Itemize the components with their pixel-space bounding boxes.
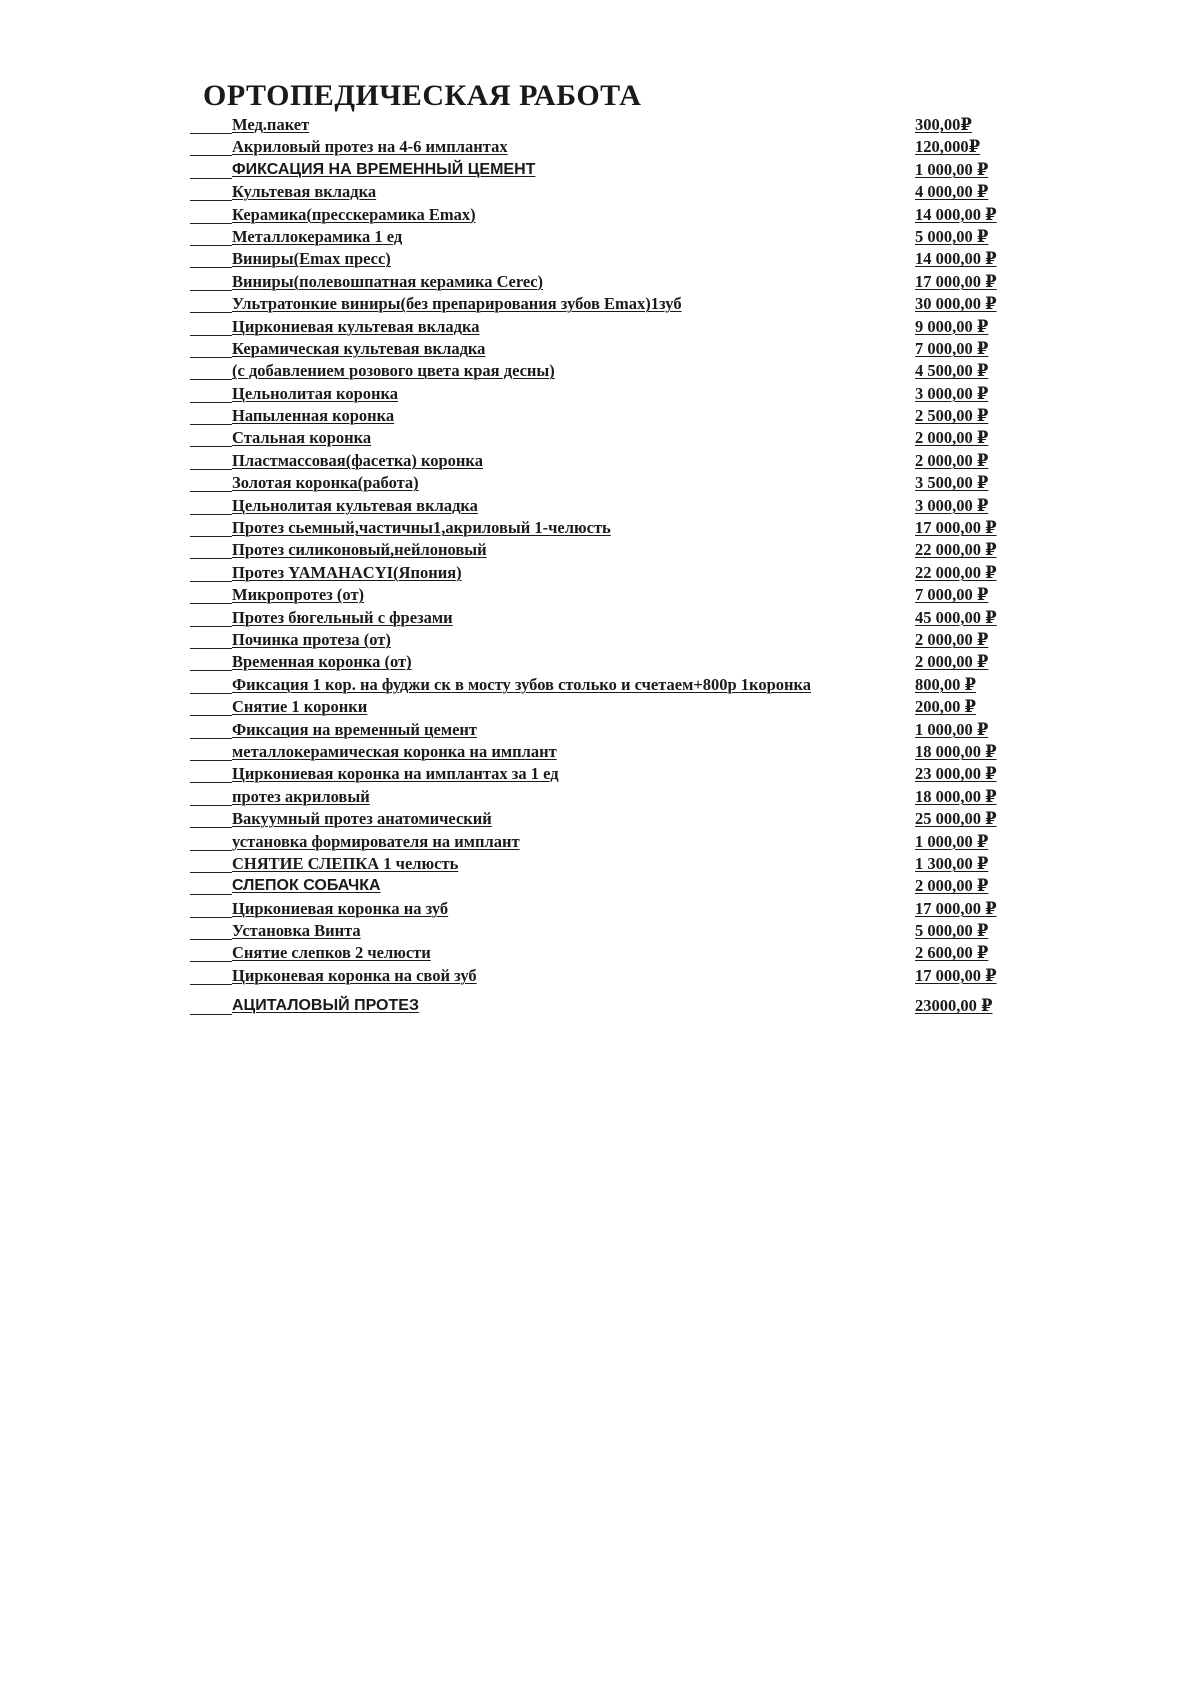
leader-line [190,248,232,268]
leader-line [190,741,232,761]
service-name: установка формирователя на имплант [232,831,520,851]
leader-line [190,450,232,470]
price-row [190,427,1010,449]
leader-line [190,539,232,559]
service-price: 3 000,00 ₽ [915,383,989,403]
leader-line [190,181,232,201]
service-price: 17 000,00 ₽ [915,898,997,918]
price-row [190,495,1010,517]
service-price: 14 000,00 ₽ [915,204,997,224]
price-row [190,763,1010,785]
service-name: Культевая вкладка [232,182,377,202]
leader-line [190,517,232,537]
leader-line [190,965,232,985]
service-name: Фиксация на временный цемент [232,719,478,739]
price-row [190,741,1010,763]
price-row [190,786,1010,808]
price-row [190,898,1010,920]
service-price: 22 000,00 ₽ [915,540,997,560]
service-name: (с добавлением розового цвета края десны) [232,361,555,381]
service-price: 1 300,00 ₽ [915,853,989,873]
service-name: Протез бюгельный с фрезами [232,607,453,627]
service-price: 23000,00 ₽ [915,996,993,1016]
service-name: Циркониевая культевая вкладка [232,316,480,336]
leader-line [190,920,232,940]
leader-line [190,763,232,783]
service-name: Виниры(Emax пресс) [232,249,391,269]
service-price: 18 000,00 ₽ [915,741,997,761]
service-name: Снятие слепков 2 челюсти [232,943,431,963]
service-name: Временная коронка (от) [232,652,412,672]
price-row [190,293,1010,315]
price-row [190,920,1010,942]
service-name: СНЯТИЕ СЛЕПКА 1 челюсть [232,853,459,873]
price-row [190,696,1010,718]
service-name: Напыленная коронка [232,406,395,426]
service-name: Цирконевая коронка на свой зуб [232,965,477,985]
service-price: 7 000,00 ₽ [915,585,989,605]
price-row [190,181,1010,203]
leader-line [190,584,232,604]
service-name: Керамика(пресскерамика Emax) [232,204,476,224]
leader-line [190,271,232,291]
leader-line [190,831,232,851]
service-name: Металлокерамика 1 ед [232,226,403,246]
service-name: Цельнолитая коронка [232,383,399,403]
service-price: 4 000,00 ₽ [915,182,989,202]
price-row [190,674,1010,696]
price-row [190,853,1010,875]
service-price: 17 000,00 ₽ [915,965,997,985]
service-name: Починка протеза (от) [232,629,391,649]
service-price: 2 600,00 ₽ [915,943,989,963]
leader-line [190,942,232,962]
price-row [190,719,1010,741]
leader-line [190,472,232,492]
service-name: Установка Винта [232,921,361,941]
service-price: 9 000,00 ₽ [915,316,989,336]
service-name: Золотая коронка(работа) [232,473,419,493]
leader-line [190,808,232,828]
service-price: 200,00 ₽ [915,697,976,717]
price-row [190,539,1010,561]
price-row [190,875,1010,897]
service-name: Протез сьемный,частичны1,акриловый 1-челюсть [232,518,611,538]
leader-line [190,696,232,716]
price-row [190,607,1010,629]
leader-line [190,159,232,179]
service-name: протез акриловый [232,786,370,806]
service-price: 2 000,00 ₽ [915,450,989,470]
leader-line [190,629,232,649]
price-row [190,136,1010,158]
price-row [190,405,1010,427]
price-row [190,271,1010,293]
service-name: ФИКСАЦИЯ НА ВРЕМЕННЫЙ ЦЕМЕНТ [232,160,536,178]
service-price: 800,00 ₽ [915,674,976,694]
service-name: Акриловый протез на 4-6 имплантах [232,137,508,157]
price-row [190,316,1010,338]
leader-line [190,204,232,224]
service-price: 2 000,00 ₽ [915,629,989,649]
service-price: 7 000,00 ₽ [915,338,989,358]
service-name: Цельнолитая культевая вкладка [232,495,478,515]
service-name: металлокерамическая коронка на имплант [232,741,557,761]
service-price: 2 000,00 ₽ [915,876,989,896]
price-row [190,114,1010,136]
service-name: Протез YAMAHACYI(Япония) [232,562,462,582]
price-row [190,808,1010,830]
price-row [190,651,1010,673]
service-price: 1 000,00 ₽ [915,831,989,851]
service-price: 22 000,00 ₽ [915,562,997,582]
service-name: Циркониевая коронка на зуб [232,898,449,918]
service-price: 2 500,00 ₽ [915,406,989,426]
service-price: 300,00₽ [915,115,972,134]
price-row [190,204,1010,226]
leader-line [190,651,232,671]
service-price: 23 000,00 ₽ [915,764,997,784]
service-name: Микропротез (от) [232,585,365,605]
service-price: 120,000₽ [915,137,981,157]
service-name: Виниры(полевошпатная керамика Cerec) [232,271,544,291]
leader-line [190,338,232,358]
price-row [190,965,1010,987]
service-price: 3 000,00 ₽ [915,495,989,515]
service-name: Мед.пакет [232,115,310,134]
price-row [190,226,1010,248]
leader-line [190,607,232,627]
page-title: ОРТОПЕДИЧЕСКАЯ РАБОТА [203,79,642,112]
service-name: Пластмассовая(фасетка) коронка [232,450,483,470]
leader-line [190,674,232,694]
price-row [190,942,1010,964]
service-name: Ультратонкие виниры(без препарирования зубов Emax)1зуб [232,294,682,314]
service-name: Циркониевая коронка на имплантах за 1 ед [232,764,559,784]
leader-line [190,853,232,873]
leader-line [190,719,232,739]
leader-line [190,293,232,313]
service-price: 17 000,00 ₽ [915,271,997,291]
leader-line [190,427,232,447]
service-price: 2 000,00 ₽ [915,428,989,448]
service-price: 30 000,00 ₽ [915,294,997,314]
service-price: 1 000,00 ₽ [915,159,989,179]
price-row [190,517,1010,539]
service-name: СЛЕПОК СОБАЧКА [232,877,381,895]
service-price: 5 000,00 ₽ [915,226,989,246]
service-price: 18 000,00 ₽ [915,786,997,806]
price-row [190,562,1010,584]
leader-line [190,383,232,403]
service-price: 45 000,00 ₽ [915,607,997,627]
price-row [190,629,1010,651]
price-row [190,338,1010,360]
leader-line [190,786,232,806]
service-name: Протез силиконовый,нейлоновый [232,540,487,560]
leader-line [190,995,232,1015]
service-price: 1 000,00 ₽ [915,719,989,739]
service-name: Вакуумный протез анатомический [232,809,492,829]
price-row [190,472,1010,494]
service-name: Фиксация 1 кор. на фуджи ск в мосту зубов столько и счетаем+800р 1коронка [232,674,812,694]
leader-line [190,898,232,918]
service-name: Керамическая культевая вкладка [232,338,486,358]
service-price: 3 500,00 ₽ [915,473,989,493]
price-row [190,831,1010,853]
service-name: АЦИТАЛОВЫЙ ПРОТЕЗ [232,997,419,1015]
leader-line [190,136,232,156]
price-row [190,450,1010,472]
service-price: 5 000,00 ₽ [915,921,989,941]
service-price: 17 000,00 ₽ [915,518,997,538]
price-row [190,995,1010,1017]
leader-line [190,405,232,425]
service-price: 14 000,00 ₽ [915,249,997,269]
leader-line [190,360,232,380]
price-row [190,248,1010,270]
leader-line [190,226,232,246]
service-name: Стальная коронка [232,428,372,448]
leader-line [190,114,232,134]
leader-line [190,316,232,336]
service-name: Снятие 1 коронки [232,697,368,717]
service-price: 4 500,00 ₽ [915,361,989,381]
price-row [190,584,1010,606]
price-row [190,159,1010,181]
price-list [190,114,1010,1018]
price-row [190,360,1010,382]
leader-line [190,562,232,582]
price-row [190,383,1010,405]
leader-line [190,875,232,895]
service-price: 25 000,00 ₽ [915,809,997,829]
service-price: 2 000,00 ₽ [915,652,989,672]
leader-line [190,495,232,515]
